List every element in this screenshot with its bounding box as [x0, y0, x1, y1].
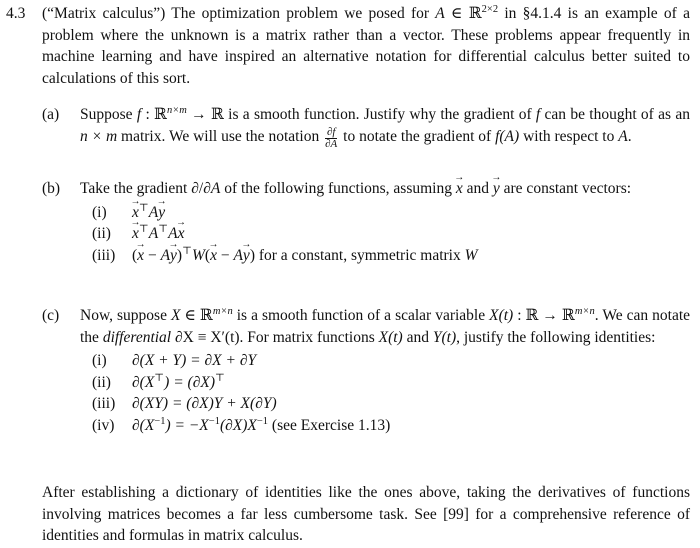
part-a-label: (a): [42, 106, 60, 123]
part-c-label: (c): [42, 307, 60, 324]
part-b-items: [80, 202, 690, 267]
part-a: [42, 104, 690, 150]
part-c: [42, 305, 690, 436]
part-b: [42, 178, 690, 266]
exercise-number: 4.3: [6, 5, 26, 22]
list-item: (iii) (→ x − A→ y)⊤W(→ x − A→ y) for a constant, symmetric matrix W: [92, 245, 690, 267]
list-item: (iv) $\partial(X^{-1}) = -X^{-1}(\partial X)X^{-1}$ (see Exercise 1.13): [92, 415, 391, 434]
partial-f-partial-a-fraction: $\frac{\partial f}{\partial A}$: [325, 125, 338, 150]
exercise-intro: (“Matrix calculus”) The optimization problem we posed for A ∈ ℝ$^{2\times 2}$ in §4.1.4 is an example of a problem where the unknown is a matrix rather than a vector. These problems appear frequently in machine learning and have inspired an alternative notation for differential calculus better suited to calculations of this sort.: [42, 4, 690, 87]
list-item: (iii) ∂(XY) = (∂X)Y + X(∂Y): [92, 395, 277, 412]
part-b-text: Take the gradient ∂/∂A of the following functions, assuming → x and → y are constant vectors:: [80, 178, 690, 200]
part-b-label: (b): [42, 180, 61, 197]
list-item: (ii) → x⊤A⊤A→ x: [92, 223, 690, 245]
closing-paragraph: After establishing a dictionary of identities like the ones above, taking the derivatives of functions involving matrices becomes a far less cumbersome task. See [99] for a comprehensive reference of identities and formulas in matrix calculus.: [42, 484, 690, 544]
part-a-text: Suppose f : ℝ$^{n\times m}$ → ℝ is a smooth function. Justify why the gradient of f can be thought of as an n × m matrix. We will use the notation $\frac{\partial f}{\partial A}$ to notate the gradient of f(A) with respect to A.: [80, 105, 690, 150]
list-item: (i) → x⊤A→ y: [92, 202, 690, 224]
list-item: (i) ∂(X + Y) = ∂X + ∂Y: [92, 352, 257, 369]
part-c-items: [80, 350, 690, 436]
part-c-text: Now, suppose X ∈ ℝ$^{m\times n}$ is a smooth function of a scalar variable X(t) : ℝ → ℝ$^{m\times n}$. We can notate the differential ∂X ≡ X′(t). For matrix functions X(t) and Y(t), justify the following identities:: [80, 306, 691, 346]
list-item: (ii) ∂(X⊤) = (∂X)⊤: [92, 372, 225, 391]
